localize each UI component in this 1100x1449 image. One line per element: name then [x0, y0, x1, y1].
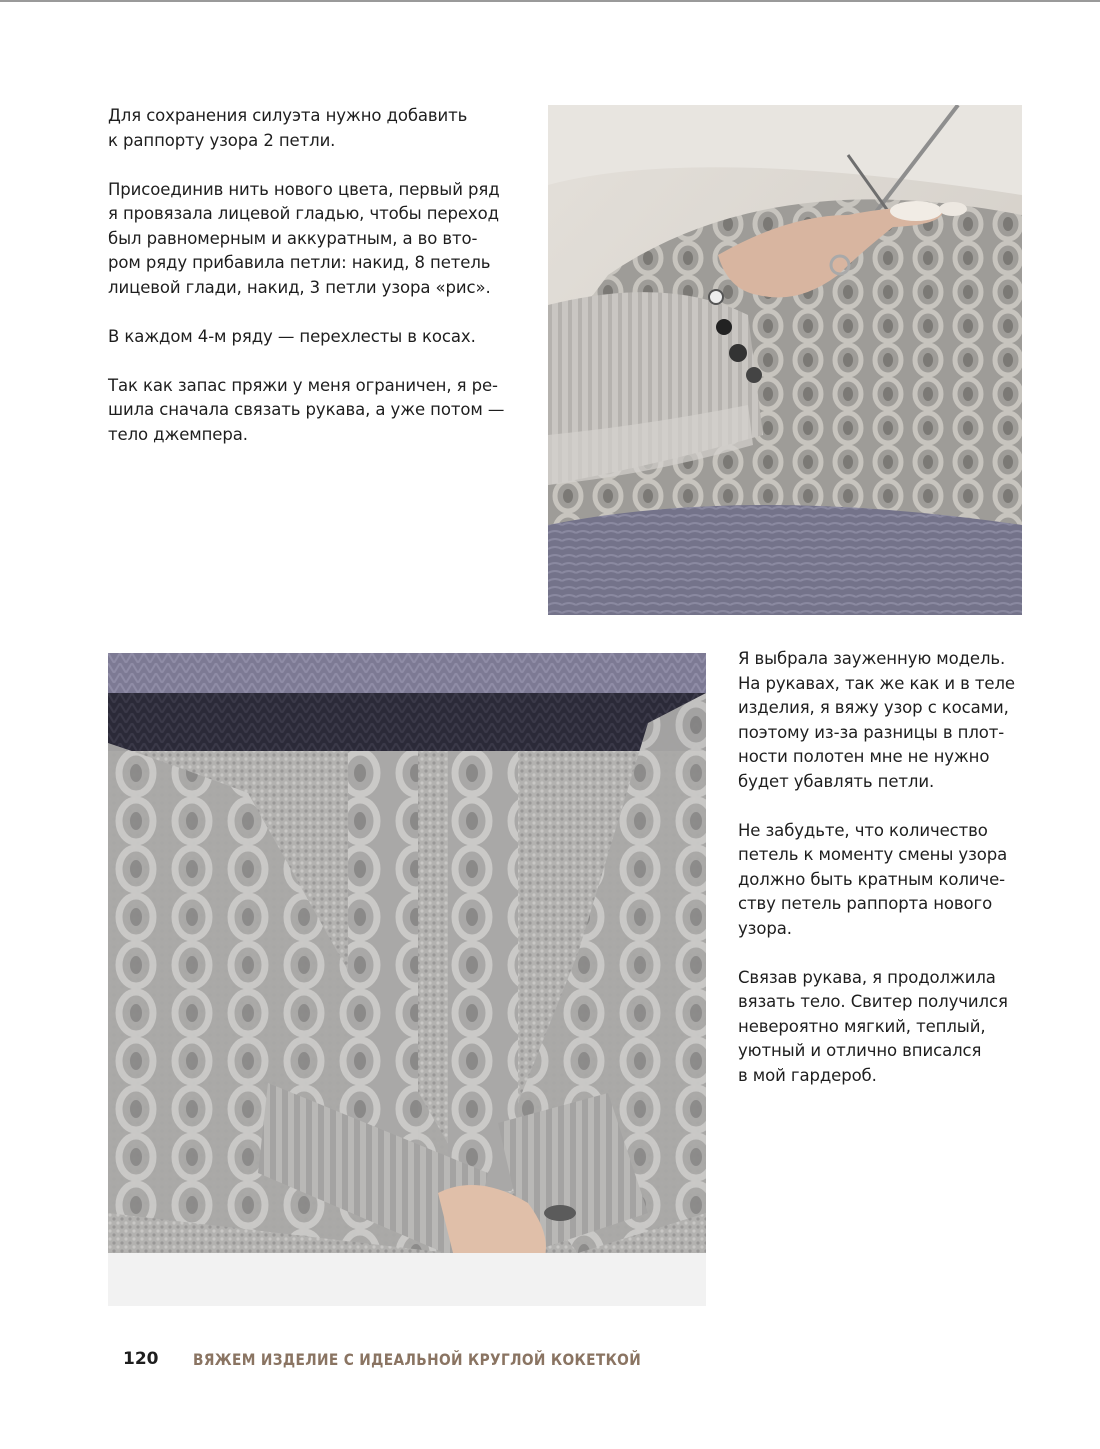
left-text-column — [108, 104, 528, 447]
paragraph: Не забудьте, что количество петель к моменту смены узора должно быть кратным количе- ству петель раппорта нового узора. — [738, 820, 1008, 938]
paragraph: Связав рукава, я продолжила вязать тело. Свитер получился невероятно мягкий, теплый, уютный и отлично вписался в мой гардероб. — [738, 967, 1008, 1085]
photo-knitting-sleeve-image — [548, 105, 1022, 615]
page-footer — [123, 1347, 714, 1371]
running-title: ВЯЖЕМ ИЗДЕЛИЕ С ИДЕАЛЬНОЙ КРУГЛОЙ КОКЕТКОЙ — [192, 1349, 641, 1369]
page-number: 120 — [123, 1349, 159, 1369]
photo-finished-sweater — [108, 653, 706, 1306]
top-rule — [0, 0, 1100, 2]
photo-knitting-sleeve — [548, 105, 1022, 615]
photo-finished-sweater-image — [108, 653, 706, 1306]
right-text-column — [738, 647, 1038, 1088]
paragraph: Присоединив нить нового цвета, первый ряд я провязала лицевой гладью, чтобы переход был равномерным и аккуратным, а во вто- ром ряду прибавила петли: накид, 8 петель лицевой глади, накид, 3 петли узора «рис». — [108, 179, 500, 297]
paragraph: Так как запас пряжи у меня ограничен, я ре- шила сначала связать рукава, а уже потом — тело джемпера. — [108, 375, 505, 444]
paragraph: Я выбрала зауженную модель. На рукавах, так же как и в теле изделия, я вяжу узор с косами, поэтому из-за разницы в плот- ности полотен мне не нужно будет убавлять петли. — [738, 649, 1015, 791]
paragraph: В каждом 4-м ряду — перехлесты в косах. — [108, 326, 476, 346]
paragraph: Для сохранения силуэта нужно добавить к раппорту узора 2 петли. — [108, 106, 468, 150]
